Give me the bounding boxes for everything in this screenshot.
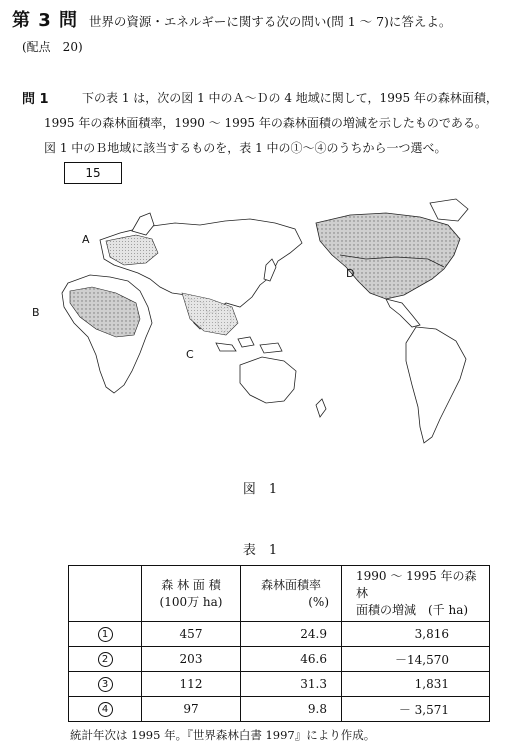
cell-change: 1,831 [342,672,490,697]
header-forest-change [342,566,490,622]
table-caption: 表 1 [242,543,278,558]
map-label-b: B [32,306,40,319]
question-text-line3: 図 1 中のＢ地域に該当するものを，表 1 中の①〜④のうちから一つ選べ。 [44,141,447,155]
table-header-row [69,566,490,622]
cell-change: － 3,571 [342,697,490,722]
answer-box[interactable]: 15 [64,162,122,184]
world-map [32,195,490,455]
choice-number-2: 2 [98,652,113,667]
map-label-a: A [82,233,90,246]
table-row [69,647,490,672]
section-title [12,6,451,32]
new-guinea [260,343,282,353]
row-index [69,622,142,647]
table-row [69,672,490,697]
cell-rate: 24.9 [241,622,342,647]
cell-rate: 31.3 [241,672,342,697]
row-index [69,647,142,672]
header-forest-change-line2: 面積の増減 (千 ha) [356,603,469,617]
cell-area: 457 [142,622,241,647]
north-america [316,213,460,299]
row-index [69,697,142,722]
header-forest-area-line2: (100万 ha) [159,594,223,609]
table-row [69,622,490,647]
cell-area: 112 [142,672,241,697]
header-forest-rate-line1: 森林面積率 [260,577,321,592]
section-number: 第 3 問 [12,10,79,31]
header-index [69,566,142,622]
header-forest-area-line1: 森 林 面 積 [161,577,221,592]
header-forest-rate [241,566,342,622]
south-america [406,327,466,443]
choice-number-4: 4 [98,702,113,717]
indonesia-1 [216,343,236,351]
forest-data-table [68,565,490,722]
cell-change: －14,570 [342,647,490,672]
new-zealand [316,399,326,417]
world-map-svg [40,195,490,455]
question-label: 問 1 [22,92,49,107]
map-label-d: D [346,267,355,280]
section-description: 世界の資源・エネルギーに関する次の問い(問 1 〜 7)に答えよ。 [88,14,452,29]
central-america [386,299,420,327]
choice-number-1: 1 [98,627,113,642]
map-label-c: C [186,348,194,361]
header-forest-area [142,566,241,622]
australia [240,357,296,403]
figure-caption: 図 1 [242,482,278,497]
cell-change: 3,816 [342,622,490,647]
cell-rate: 9.8 [241,697,342,722]
header-forest-rate-line2: (%) [308,594,329,609]
question-text-line1: 下の表 1 は，次の図 1 中のＡ〜Ｄの 4 地域に関して，1995 年の森林面積， [82,91,498,105]
header-forest-change-line1: 1990 〜 1995 年の森林 [356,569,477,600]
indonesia-2 [238,337,254,347]
cell-area: 203 [142,647,241,672]
greenland [430,199,468,221]
points-note: (配点 20) [22,40,83,54]
table-row [69,697,490,722]
row-index [69,672,142,697]
cell-rate: 46.6 [241,647,342,672]
cell-area: 97 [142,697,241,722]
question-text-line2: 1995 年の森林面積率，1990 〜 1995 年の森林面積の増減を示したものである。 [44,116,487,130]
choice-number-3: 3 [98,677,113,692]
source-note: 統計年次は 1995 年。『世界森林白書 1997』により作成。 [70,728,376,742]
